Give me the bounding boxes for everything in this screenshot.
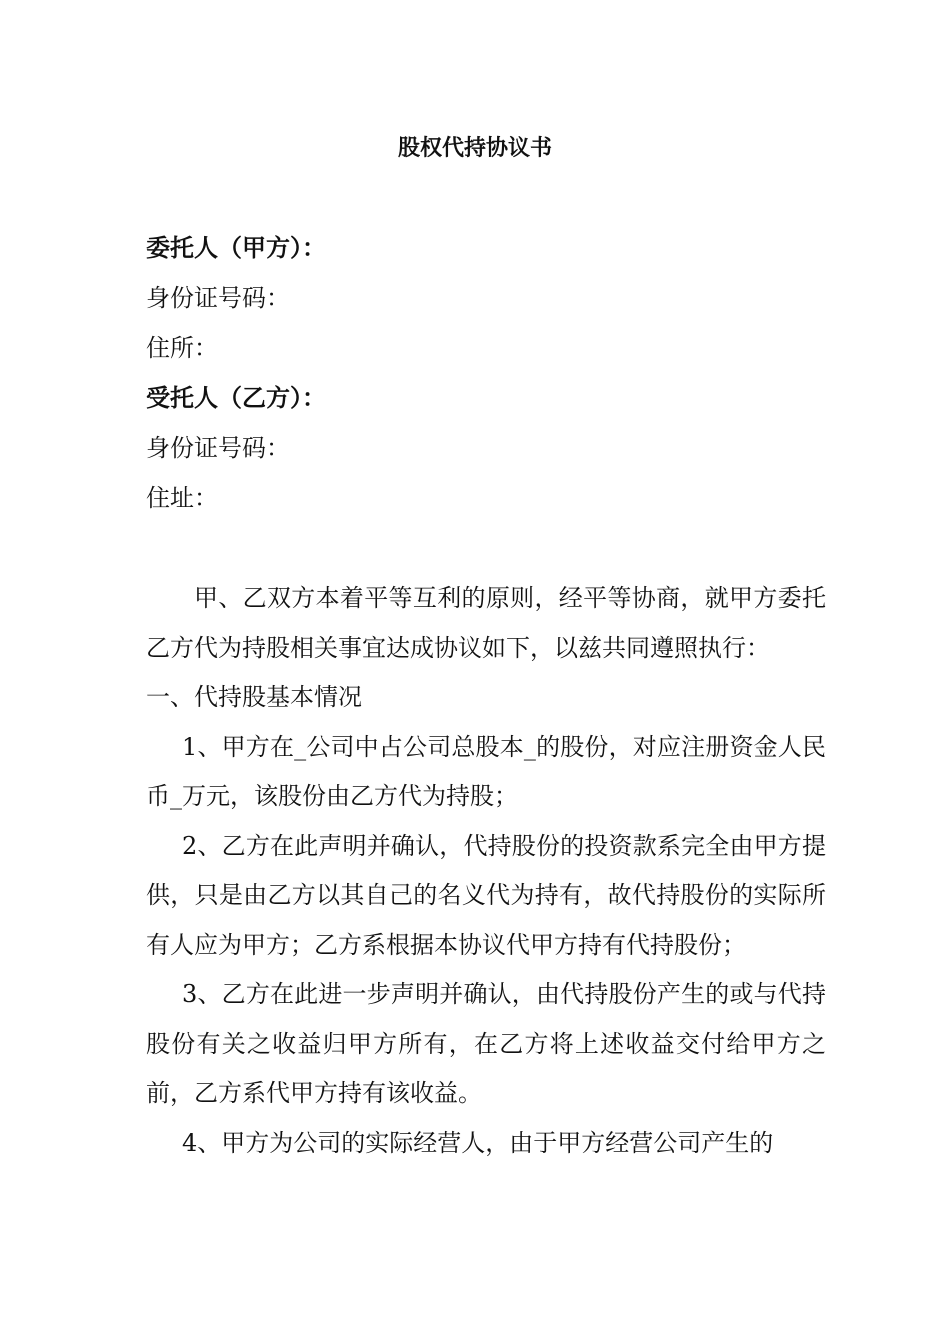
principal-label: 委托人（甲方）： — [146, 234, 326, 262]
parties-section — [146, 223, 826, 523]
document-title: 股权代持协议书 — [397, 136, 552, 161]
principal-id-label: 身份证号码： — [146, 284, 290, 312]
principal-address-label: 住所： — [146, 334, 218, 362]
clause-2: 2、乙方在此声明并确认，代持股份的投资款系完全由甲方提供，只是由乙方以其自己的名义代为持有，故代持股份的实际所有人应为甲方；乙方系根据本协议代甲方持有代持股份； — [146, 831, 826, 959]
section-heading: 一、代持股基本情况 — [146, 683, 362, 711]
agent-address-label: 住址： — [146, 484, 218, 512]
clause-3: 3、乙方在此进一步声明并确认，由代持股份产生的或与代持股份有关之收益归甲方所有，在乙方将上述收益交付给甲方之前，乙方系代甲方持有该收益。 — [146, 980, 826, 1107]
clause-4: 4、甲方为公司的实际经营人，由于甲方经营公司产生的 — [182, 1128, 774, 1157]
agent-label: 受托人（乙方）： — [146, 384, 326, 412]
preamble-paragraph: 甲、乙双方本着平等互利的原则，经平等协商，就甲方委托乙方代为持股相关事宜达成协议如下，以兹共同遵照执行： — [146, 584, 826, 662]
agreement-body — [146, 574, 826, 1168]
clause-1: 1、甲方在_公司中占公司总股本_的股份，对应注册资金人民币_万元，该股份由乙方代为持股； — [146, 732, 826, 810]
agent-id-label: 身份证号码： — [146, 434, 290, 462]
